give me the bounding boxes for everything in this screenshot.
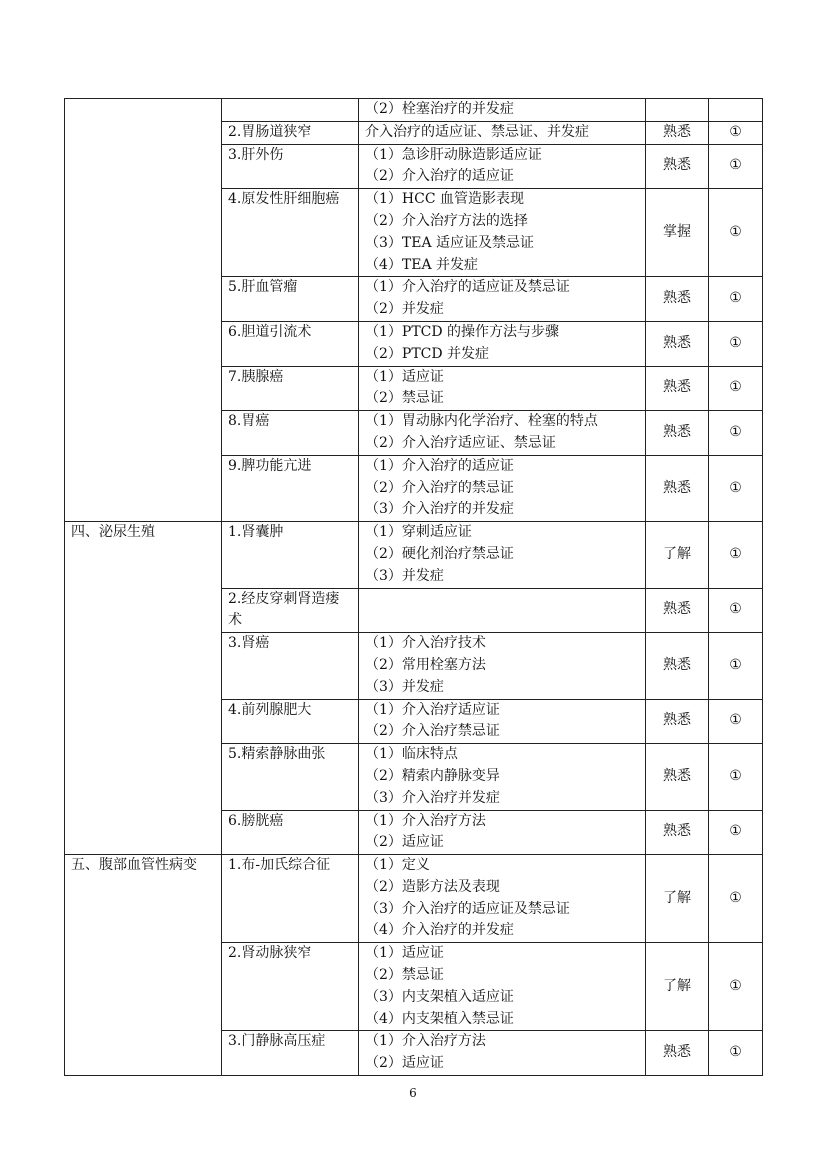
content-item: 介入治疗的适应证、禁忌证、并发症 — [365, 123, 589, 140]
content-item: （1）介入治疗方法 — [365, 812, 486, 829]
mark-cell: ① — [709, 1031, 763, 1076]
content-item: （3）介入治疗的并发症 — [365, 501, 514, 518]
topic-cell: 2.经皮穿刺肾造瘘术 — [222, 588, 359, 633]
requirement-level-cell: 掌握 — [646, 189, 709, 277]
mark-cell: ① — [709, 588, 763, 633]
mark-cell: ① — [709, 633, 763, 699]
requirement-level-cell: 了解 — [646, 855, 709, 943]
content-cell — [359, 699, 646, 744]
topic-cell: 6.胆道引流术 — [222, 321, 359, 366]
content-cell — [359, 455, 646, 521]
table-row — [65, 522, 763, 588]
content-cell — [359, 588, 646, 633]
requirement-level-cell: 熟悉 — [646, 321, 709, 366]
requirement-level-cell — [646, 99, 709, 122]
topic-cell: 4.原发性肝细胞癌 — [222, 189, 359, 277]
mark-cell: ① — [709, 744, 763, 810]
content-item: （2）栓塞治疗的并发症 — [365, 101, 514, 117]
content-item: （1）PTCD 的操作方法与步骤 — [365, 323, 560, 340]
content-item: （1）定义 — [365, 857, 430, 874]
content-item: （2）精索内静脉变异 — [365, 767, 500, 784]
content-item: （2）介入治疗的适应证 — [365, 168, 514, 185]
mark-cell: ① — [709, 411, 763, 456]
mark-cell — [709, 99, 763, 122]
content-item: （1）介入治疗技术 — [365, 635, 486, 652]
content-item: （1）适应证 — [365, 945, 444, 962]
table-row — [65, 99, 763, 122]
table-row — [65, 855, 763, 943]
requirement-level-cell: 熟悉 — [646, 411, 709, 456]
content-cell — [359, 277, 646, 322]
content-item: （4）介入治疗的并发症 — [365, 922, 514, 939]
content-item: （2）介入治疗方法的选择 — [365, 212, 528, 229]
requirement-level-cell: 熟悉 — [646, 366, 709, 411]
topic-cell: 1.布-加氏综合征 — [222, 855, 359, 943]
mark-cell: ① — [709, 366, 763, 411]
content-cell — [359, 744, 646, 810]
mark-cell: ① — [709, 321, 763, 366]
mark-cell: ① — [709, 455, 763, 521]
content-cell — [359, 189, 646, 277]
content-cell — [359, 855, 646, 943]
topic-cell: 8.胃癌 — [222, 411, 359, 456]
requirement-level-cell: 熟悉 — [646, 455, 709, 521]
content-item: （1）介入治疗适应证 — [365, 701, 500, 718]
content-item: （2）造影方法及表现 — [365, 878, 500, 895]
topic-cell: 3.门静脉高压症 — [222, 1031, 359, 1076]
content-item: （1）临床特点 — [365, 746, 458, 763]
topic-cell: 3.肝外伤 — [222, 144, 359, 189]
topic-cell: 5.肝血管瘤 — [222, 277, 359, 322]
requirement-level-cell: 熟悉 — [646, 121, 709, 144]
mark-cell: ① — [709, 189, 763, 277]
content-item: （1）急诊肝动脉造影适应证 — [365, 146, 542, 163]
content-item: （2）介入治疗适应证、禁忌证 — [365, 434, 556, 451]
requirement-level-cell: 熟悉 — [646, 277, 709, 322]
content-item: （1）胃动脉内化学治疗、栓塞的特点 — [365, 413, 598, 430]
topic-cell: 5.精索静脉曲张 — [222, 744, 359, 810]
requirement-level-cell: 熟悉 — [646, 744, 709, 810]
requirement-level-cell: 了解 — [646, 943, 709, 1031]
content-item: （3）介入治疗的适应证及禁忌证 — [365, 900, 570, 917]
content-item: （1）介入治疗的适应证及禁忌证 — [365, 279, 570, 296]
content-item: （2）硬化剂治疗禁忌证 — [365, 545, 514, 562]
category-cell: 四、泌尿生殖 — [65, 522, 222, 855]
outline-table-body — [65, 99, 763, 1076]
mark-cell: ① — [709, 943, 763, 1031]
content-cell — [359, 411, 646, 456]
mark-cell: ① — [709, 855, 763, 943]
content-item: （4）TEA 并发症 — [365, 256, 479, 273]
content-cell — [359, 633, 646, 699]
content-cell — [359, 943, 646, 1031]
content-item: （2）适应证 — [365, 1055, 444, 1072]
requirement-level-cell: 熟悉 — [646, 699, 709, 744]
content-item: （2）介入治疗禁忌证 — [365, 723, 500, 740]
content-item: （2）禁忌证 — [365, 390, 444, 407]
content-cell — [359, 99, 646, 122]
topic-cell: 1.肾囊肿 — [222, 522, 359, 588]
content-item: （1）介入治疗的适应证 — [365, 457, 514, 474]
content-item: （1）HCC 血管造影表现 — [365, 191, 524, 208]
content-item: （4）内支架植入禁忌证 — [365, 1010, 514, 1027]
topic-cell: 9.脾功能亢进 — [222, 455, 359, 521]
content-item: （2）并发症 — [365, 301, 444, 318]
content-cell — [359, 1031, 646, 1076]
mark-cell: ① — [709, 144, 763, 189]
mark-cell: ① — [709, 810, 763, 855]
content-item: （1）介入治疗方法 — [365, 1033, 486, 1050]
content-cell — [359, 810, 646, 855]
content-item: （2）常用栓塞方法 — [365, 656, 486, 673]
mark-cell: ① — [709, 121, 763, 144]
content-item: （2）适应证 — [365, 834, 444, 851]
requirement-level-cell: 熟悉 — [646, 588, 709, 633]
category-cell — [65, 99, 222, 522]
topic-cell: 7.胰腺癌 — [222, 366, 359, 411]
mark-cell: ① — [709, 699, 763, 744]
requirement-level-cell: 熟悉 — [646, 633, 709, 699]
content-item: （3）介入治疗并发症 — [365, 789, 500, 806]
content-item: （3）并发症 — [365, 567, 444, 584]
content-item: （1）适应证 — [365, 368, 444, 385]
topic-cell — [222, 99, 359, 122]
topic-cell: 4.前列腺肥大 — [222, 699, 359, 744]
content-item: （2）介入治疗的禁忌证 — [365, 479, 514, 496]
mark-cell: ① — [709, 277, 763, 322]
requirement-level-cell: 了解 — [646, 522, 709, 588]
topic-cell: 6.膀胱癌 — [222, 810, 359, 855]
topic-cell: 2.胃肠道狭窄 — [222, 121, 359, 144]
outline-table — [64, 98, 763, 1076]
content-item: （1）穿刺适应证 — [365, 524, 472, 541]
content-item: （2）禁忌证 — [365, 967, 444, 984]
mark-cell: ① — [709, 522, 763, 588]
requirement-level-cell: 熟悉 — [646, 810, 709, 855]
content-item: （3）内支架植入适应证 — [365, 988, 514, 1005]
content-cell — [359, 522, 646, 588]
content-cell — [359, 366, 646, 411]
content-item: （3）并发症 — [365, 678, 444, 695]
category-cell: 五、腹部血管性病变 — [65, 855, 222, 1076]
requirement-level-cell: 熟悉 — [646, 1031, 709, 1076]
content-cell — [359, 144, 646, 189]
content-item: （2）PTCD 并发症 — [365, 345, 490, 362]
content-item: （3）TEA 适应证及禁忌证 — [365, 234, 535, 251]
topic-cell: 2.肾动脉狭窄 — [222, 943, 359, 1031]
content-cell — [359, 321, 646, 366]
topic-cell: 3.肾癌 — [222, 633, 359, 699]
content-cell — [359, 121, 646, 144]
page-number: 6 — [409, 1086, 417, 1100]
requirement-level-cell: 熟悉 — [646, 144, 709, 189]
